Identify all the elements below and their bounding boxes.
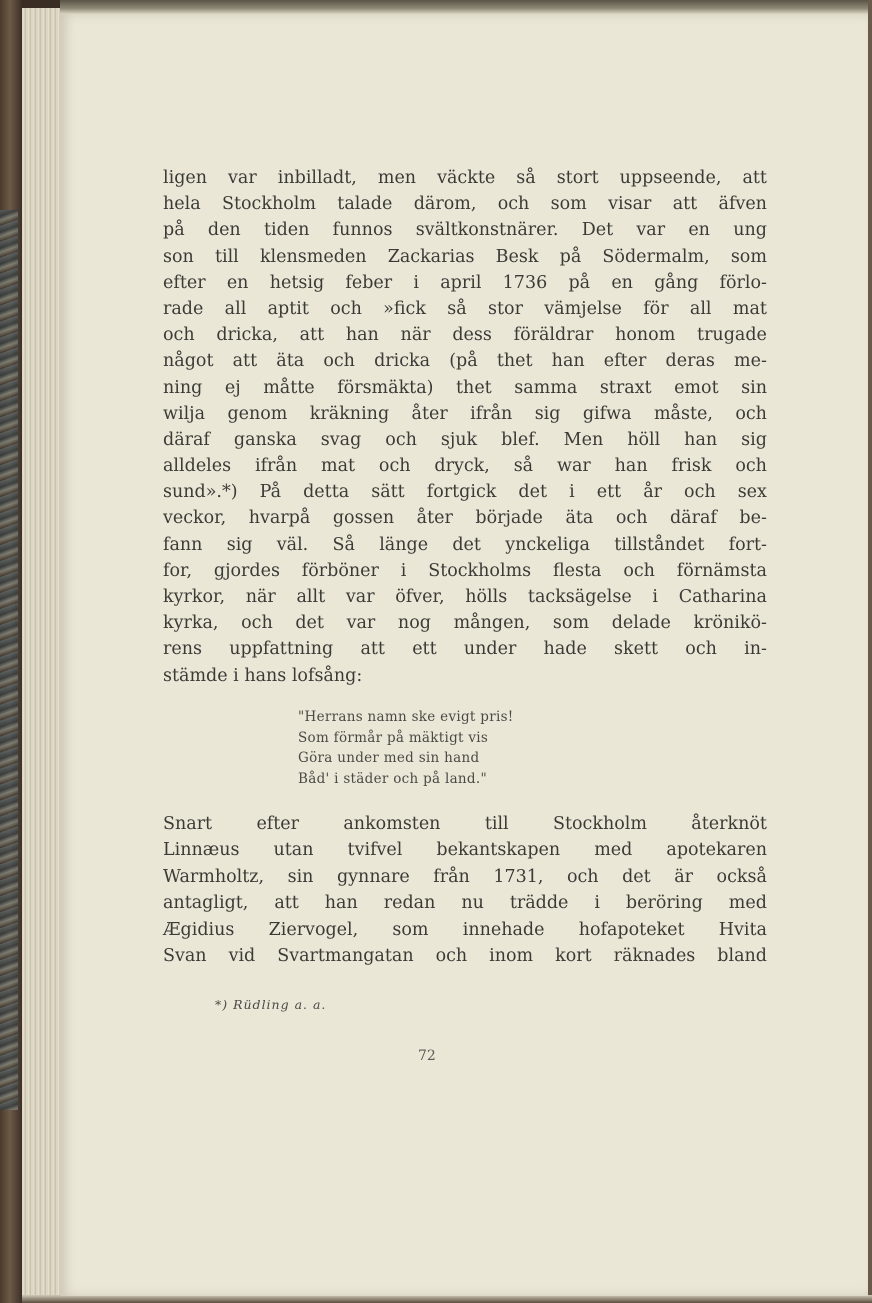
word: äta <box>565 508 594 529</box>
word: vid <box>228 945 256 966</box>
word: måtte <box>263 377 315 398</box>
word: för <box>643 298 669 319</box>
word: son <box>163 246 194 267</box>
word: efter <box>163 272 206 293</box>
word: till <box>484 814 509 834</box>
text-line <box>163 165 767 191</box>
word: därom, <box>413 194 477 215</box>
text-line <box>163 864 767 890</box>
text-line <box>163 917 767 943</box>
word: han <box>324 893 358 914</box>
word: Det <box>581 220 614 241</box>
text-line <box>163 244 767 270</box>
word: mången, <box>453 613 531 634</box>
word: Snart <box>163 814 213 834</box>
text-line <box>163 943 767 969</box>
word: är <box>674 866 694 887</box>
word: räknades <box>613 945 696 966</box>
word: thet <box>456 377 492 398</box>
word: bland <box>717 945 767 966</box>
word: efter <box>603 351 647 372</box>
word: som <box>552 613 590 634</box>
text-line <box>163 322 767 348</box>
word: måste, <box>653 403 713 424</box>
word: fort- <box>728 534 767 555</box>
word: Men <box>563 429 604 450</box>
word: ifrån <box>254 456 298 477</box>
word: i <box>594 893 600 914</box>
word: Catharina <box>678 587 767 607</box>
word: Svan <box>163 945 207 966</box>
word: krönikö- <box>693 613 767 634</box>
word: det <box>518 482 548 503</box>
word: men <box>377 168 417 188</box>
word: höll <box>627 429 661 450</box>
quoted-verse <box>298 707 514 789</box>
word: ganska <box>233 429 297 450</box>
word: flesta <box>553 560 602 581</box>
word: Svartmangatan <box>277 945 414 966</box>
word: gång <box>654 272 699 293</box>
word: och <box>566 866 599 887</box>
word: däraf <box>669 508 717 529</box>
word: han <box>614 456 648 477</box>
word: Zackarias <box>387 246 475 267</box>
word: i <box>569 482 575 503</box>
word: sig <box>741 429 767 450</box>
word: på <box>568 272 591 293</box>
word: som <box>392 919 429 940</box>
word: efter <box>256 814 300 834</box>
word: dricka <box>374 351 431 372</box>
word: så <box>513 456 534 477</box>
word: gynnare <box>336 866 410 887</box>
word: På <box>259 482 282 503</box>
word: sund».*) <box>163 482 238 503</box>
word: gjordes <box>213 560 280 581</box>
word: Linnæus <box>163 840 240 861</box>
word: gifwa <box>582 403 632 424</box>
text-line <box>163 270 767 296</box>
word: han <box>345 325 379 346</box>
word: gossen <box>332 508 395 529</box>
word: redan <box>383 893 436 914</box>
word: war <box>556 456 591 477</box>
word: nu <box>461 893 484 914</box>
verse-line: Som förmår på mäktigt vis <box>298 729 489 746</box>
word: en <box>688 220 710 241</box>
word: sig <box>534 403 561 424</box>
word: och <box>735 456 767 477</box>
word: började <box>475 508 543 529</box>
word: Stockholm <box>552 814 647 834</box>
word: var <box>228 168 257 188</box>
word: en <box>611 272 633 293</box>
word: Besk <box>495 246 539 267</box>
word: »fick <box>383 298 426 319</box>
word: den <box>207 220 241 241</box>
word: inom <box>489 945 534 966</box>
verse-line: Göra under med sin hand <box>298 750 480 766</box>
word: alldeles <box>163 456 232 477</box>
word: år <box>643 482 662 503</box>
word: blef. <box>501 429 540 450</box>
paragraph-1 <box>163 165 767 689</box>
word: och <box>615 508 648 529</box>
word: på <box>163 220 185 241</box>
word: och <box>163 325 195 346</box>
word: det <box>452 534 481 555</box>
word: uppseende, <box>619 168 722 188</box>
text-line <box>163 636 767 662</box>
word: nog <box>397 613 431 634</box>
text-line <box>163 401 767 427</box>
text-line <box>163 479 767 505</box>
word: i <box>413 272 419 293</box>
word: som <box>550 194 587 215</box>
word: 1736 <box>502 272 548 293</box>
text-line <box>163 217 767 243</box>
word: ej <box>224 377 241 398</box>
word: hölls <box>465 587 508 607</box>
word: Ziervogel, <box>268 919 359 940</box>
word: deras <box>665 351 715 372</box>
text-line <box>163 505 767 531</box>
word: äfven <box>718 194 767 215</box>
word: be- <box>739 508 767 529</box>
marbled-cover-pattern <box>0 210 18 1110</box>
text-line <box>163 427 767 453</box>
word: veckor, <box>163 508 227 529</box>
word: kyrka, <box>163 613 219 634</box>
footnote: *) Rüdling a. a. <box>215 997 327 1012</box>
text-line <box>163 532 767 558</box>
text-line <box>163 375 767 401</box>
word: att <box>232 351 258 372</box>
word: Stockholms <box>428 560 532 581</box>
word: all <box>689 298 712 319</box>
word: hela <box>163 194 201 215</box>
word: när <box>245 587 276 607</box>
word: hofapoteket <box>578 919 685 940</box>
right-page-edge <box>868 0 872 1303</box>
word: väl. <box>276 534 309 555</box>
word: sex <box>737 482 767 503</box>
bottom-page-edge <box>22 1295 872 1303</box>
word: att <box>299 325 325 346</box>
word: trugade <box>697 325 767 346</box>
word: och <box>685 639 717 660</box>
word: väckte <box>437 168 496 188</box>
word: mat <box>321 456 356 477</box>
word: svag <box>320 429 362 450</box>
word: bekantskapen <box>436 840 561 861</box>
word: kort <box>555 945 592 966</box>
word: i <box>400 560 407 581</box>
text-line <box>163 348 767 374</box>
word: ynckeliga <box>505 534 590 555</box>
text-line <box>163 610 767 636</box>
word: ett <box>412 639 437 660</box>
word: Södermalm, <box>602 246 710 267</box>
text-line <box>163 584 767 610</box>
word: och <box>241 613 273 634</box>
word: sätt <box>371 482 405 503</box>
top-page-edge <box>60 0 872 14</box>
word: Så <box>332 534 355 555</box>
word: ung <box>733 220 767 241</box>
word: dess <box>452 325 492 346</box>
word: åter <box>416 508 453 529</box>
word: var <box>345 587 375 607</box>
word: dryck, <box>434 456 490 477</box>
word: återknöt <box>691 814 767 834</box>
word: samma <box>514 377 578 398</box>
word: tvifvel <box>347 840 403 861</box>
word: sig <box>226 534 253 555</box>
word: apotekaren <box>666 840 767 861</box>
word: och <box>684 482 716 503</box>
word: 1731, <box>493 866 544 887</box>
word: var <box>636 220 666 241</box>
word: i <box>652 587 659 607</box>
word: länge <box>379 534 429 555</box>
word: Stockholm <box>222 194 316 215</box>
word: ning <box>163 377 203 398</box>
text-line <box>163 296 767 322</box>
word: däraf <box>163 429 210 450</box>
word: så <box>447 298 467 319</box>
word: ifrån <box>470 403 513 424</box>
word: och <box>330 298 362 319</box>
word: han <box>551 351 585 372</box>
text-line <box>163 890 767 916</box>
word: och <box>378 456 411 477</box>
text-line <box>163 453 767 479</box>
word: att <box>672 194 698 215</box>
word: innehade <box>462 919 545 940</box>
word: något <box>163 351 214 372</box>
verse-line: Båd' i städer och på land." <box>298 770 487 787</box>
word: hvarpå <box>248 508 311 529</box>
word: dricka, <box>216 325 278 346</box>
word: med <box>728 893 767 914</box>
word: svältkonstnärer. <box>415 220 559 241</box>
word: aptit <box>267 298 309 319</box>
word: hetsig <box>269 272 325 293</box>
word: visar <box>608 194 652 215</box>
word: delade <box>611 613 671 634</box>
word: försmäkta) <box>337 377 434 398</box>
page-stack-edge <box>22 8 64 1296</box>
word: på <box>559 246 582 267</box>
word: straxt <box>599 377 652 398</box>
word: det <box>622 866 651 887</box>
word: uppfattning <box>229 639 334 660</box>
word: inbilladt, <box>277 168 357 188</box>
word: var <box>346 613 376 634</box>
word: stort <box>556 168 599 188</box>
word: att <box>360 639 385 660</box>
word: tiden <box>263 220 310 241</box>
word: skett <box>614 639 659 660</box>
word: for, <box>163 560 193 581</box>
word: vämjelse <box>544 298 622 319</box>
text-line <box>163 191 767 217</box>
word: wilja <box>163 403 206 424</box>
word: och <box>385 429 417 450</box>
word: in- <box>744 639 767 660</box>
word: all <box>224 298 247 319</box>
word: mat <box>732 298 767 319</box>
word: under <box>463 639 517 660</box>
word: emot <box>674 377 719 398</box>
word: sjuk <box>440 429 478 450</box>
word: att <box>742 168 767 188</box>
word: öfver, <box>395 587 445 607</box>
word: åter <box>411 403 448 424</box>
text-line-last: stämde i hans lofsång: <box>163 665 363 686</box>
word: Warmholtz, <box>163 866 265 887</box>
word: sin <box>287 866 314 887</box>
text-line <box>163 811 767 837</box>
word: stor <box>488 298 523 319</box>
text-line <box>163 837 767 863</box>
word: antagligt, <box>163 893 249 914</box>
page-number: 72 <box>418 1048 436 1064</box>
word: och <box>735 403 767 424</box>
word: klensmeden <box>259 246 367 267</box>
word: till <box>214 246 239 267</box>
word: ett <box>596 482 622 503</box>
word: ligen <box>163 168 208 188</box>
word: kyrkor, <box>163 587 226 607</box>
word: han <box>684 429 718 450</box>
word: förböner <box>301 560 379 581</box>
word: ankomsten <box>343 814 441 834</box>
word: en <box>226 272 249 293</box>
word: hade <box>543 639 587 660</box>
word: och <box>435 945 468 966</box>
word: också <box>716 866 767 887</box>
word: att <box>274 893 299 914</box>
word: rens <box>163 639 202 660</box>
word: trädde <box>509 893 569 914</box>
word: och <box>323 351 355 372</box>
word: sin <box>741 377 767 398</box>
word: tillståndet <box>614 534 705 555</box>
word: fortgick <box>426 482 497 503</box>
word: me- <box>734 351 767 372</box>
word: kräkning <box>309 403 390 424</box>
word: med <box>594 840 633 861</box>
word: tacksägelse <box>527 587 632 607</box>
word: beröring <box>625 893 703 914</box>
word: från <box>433 866 470 887</box>
paragraph-2 <box>163 811 767 969</box>
word: och <box>497 194 530 215</box>
verse-line: "Herrans namn ske evigt pris! <box>298 709 514 725</box>
word: thet <box>496 351 533 372</box>
word: feber <box>345 272 393 293</box>
word: april <box>440 272 482 293</box>
word: genom <box>227 403 288 424</box>
word: talade <box>337 194 393 215</box>
word: frisk <box>671 456 712 477</box>
word: så <box>516 168 536 188</box>
word: det <box>295 613 324 634</box>
word: förlo- <box>719 272 767 293</box>
word: och <box>623 560 655 581</box>
word: funnos <box>332 220 393 241</box>
text-line <box>163 558 767 584</box>
word: när <box>400 325 431 346</box>
word: utan <box>273 840 314 861</box>
word: (på <box>449 351 478 372</box>
word: Hvita <box>718 919 767 940</box>
word: som <box>730 246 767 267</box>
word: förnämsta <box>676 560 767 581</box>
word: äta <box>276 351 305 372</box>
word: allt <box>296 587 326 607</box>
word: detta <box>303 482 350 503</box>
word: Ægidius <box>163 919 235 940</box>
word: fann <box>163 534 203 555</box>
word: rade <box>163 298 204 319</box>
word: föräldrar <box>513 325 594 346</box>
word: honom <box>615 325 676 346</box>
